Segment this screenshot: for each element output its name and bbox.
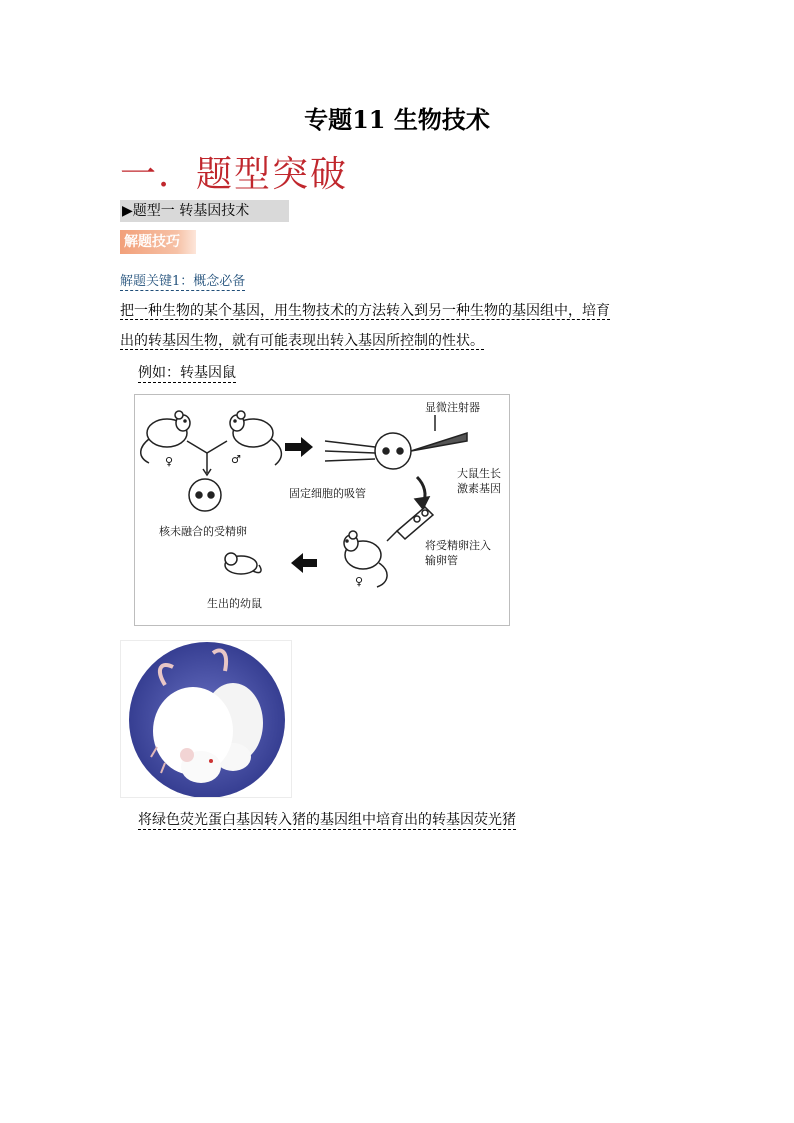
- pup-icon: [225, 553, 261, 574]
- pipette-icon: [325, 433, 411, 469]
- transgenic-mouse-diagram: [134, 394, 510, 626]
- syringe-icon: [387, 507, 433, 541]
- paragraph-line-1: 把一种生物的某个基因，用生物技术的方法转入到另一种生物的基因组中，培育: [120, 303, 610, 319]
- example-label: 例如：转基因鼠: [138, 362, 236, 383]
- micro-injector-icon: [411, 415, 467, 451]
- concept-paragraph: [120, 296, 676, 356]
- label-male-symbol: ♂: [231, 453, 241, 466]
- label-pipette: 固定细胞的吸管: [289, 487, 366, 500]
- arrow-left-icon: [291, 553, 317, 573]
- diagram-drawing: [135, 395, 511, 627]
- label-inject-line1: 将受精卵注入: [425, 539, 491, 552]
- label-female-symbol: ♀: [165, 455, 174, 468]
- label-injector: 显微注射器: [425, 401, 480, 414]
- key-heading: 解题关键1：概念必备: [120, 270, 245, 291]
- question-type-banner: ▶题型一 转基因技术: [120, 200, 289, 222]
- label-gene-line2: 激素基因: [457, 482, 501, 495]
- label-inject-line2: 输卵管: [425, 554, 458, 567]
- arrow-right-icon: [285, 437, 313, 457]
- section-heading: 一．题型突破: [120, 154, 349, 195]
- paragraph-line-2: 出的转基因生物，就有可能表现出转入基因所控制的性状。: [120, 333, 484, 349]
- label-egg: 核未融合的受精卵: [159, 525, 247, 538]
- label-recipient-symbol: ♀: [355, 575, 364, 588]
- photo-caption: 将绿色荧光蛋白基因转入猪的基因组中培育出的转基因荧光猪: [138, 809, 516, 830]
- recipient-mouse-icon: [344, 531, 387, 587]
- label-pups: 生出的幼鼠: [207, 597, 262, 610]
- tip-badge: 解题技巧: [120, 230, 196, 254]
- label-gene-line1: 大鼠生长: [457, 467, 501, 480]
- transgenic-mice-photo: [120, 640, 292, 798]
- fertilized-egg-icon: [189, 479, 221, 511]
- page-title: 专题11 生物技术: [304, 105, 490, 134]
